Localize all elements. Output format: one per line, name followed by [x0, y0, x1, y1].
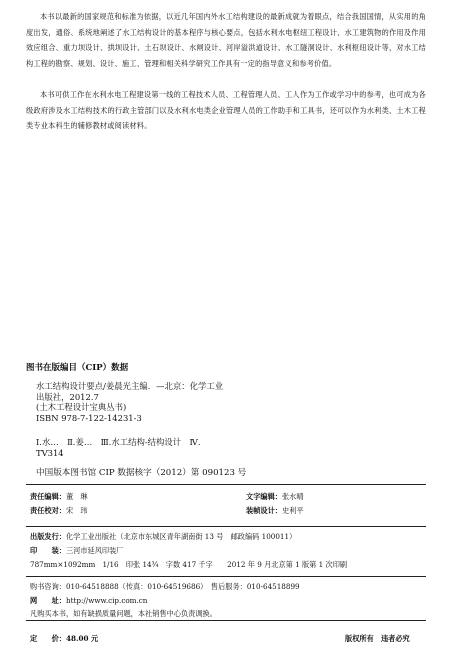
website-line [30, 596, 147, 606]
proofreader-credit [30, 506, 88, 516]
format-line: 787mm×1092mm 1/16 印张 14¾ 字数 417 千字 2012 年 9 月北京第 1 版第 1 次印刷 [30, 560, 348, 569]
website-label: 网 址： [30, 596, 66, 605]
book-description [26, 9, 426, 71]
printer-label: 印 装： [30, 546, 66, 555]
proofreader-label: 责任校对： [30, 506, 66, 515]
text-editor-name: 张水晴 [281, 492, 304, 501]
editor-name: 董 琳 [65, 492, 88, 501]
price-line [30, 634, 98, 644]
publisher-info: 化学工业出版社（北京市东城区青年湖南街 13 号 邮政编码 100011） [65, 532, 297, 541]
publisher-line [30, 532, 296, 542]
cip-class-line-2: TV314 [36, 447, 64, 458]
text-editor-credit [246, 492, 304, 502]
purchase-contact: 购书咨询：010-64518888（传真：010-64519686） 售后服务：010-64518899 [30, 582, 300, 591]
cip-heading: 图书在版编目（CIP）数据 [26, 363, 129, 373]
cip-class-line-1: Ⅰ.水… Ⅱ.姜… Ⅲ.水工结构-结构设计 Ⅳ. [36, 437, 201, 447]
divider [26, 576, 426, 577]
cip-title-line: 水工结构设计要点/姜晨光主编．—北京：化学工业 [36, 381, 224, 391]
description-paragraph-1: 本书以最新的国家规范和标准为依据，以近几年国内外水工结构建设的最新成就为着眼点，结合我国国情，从实用的角度出发，通俗、系统地阐述了水工结构设计的基本程序与核心要点，包括水利水电枢纽工程设计、水工建筑物的作用及作用效应组合、重力坝设计、拱坝设计、土石坝设计、水闸设计、河岸溢洪道设计、水工隧洞设计、水利枢纽设计等，对水工结构工程的勘察、规划、设计、施工、管理和相关科学研究工作具有一定的指导意义和参考价值。 [26, 12, 426, 68]
editor-credit [30, 492, 88, 502]
printer-line [30, 546, 123, 556]
designer-name: 史利平 [281, 506, 304, 515]
price-label: 定 价： [30, 634, 66, 643]
cip-record-number: 中国版本图书馆 CIP 数据核字（2012）第 090123 号 [36, 468, 247, 478]
divider [26, 484, 426, 485]
divider [26, 526, 426, 527]
cip-classification [36, 437, 201, 458]
description-paragraph-2: 本书可供工作在水利水电工程建设第一线的工程技术人员、工程管理人员、工人作为工作或学习中的参考，也可成为各级政府涉及水工结构技术的行政主管部门以及水利水电类企业管理人员的工作助手和工具书，还可以作为水利类、土木工程类专业本科生的辅修教材或阅读材料。 [26, 90, 426, 130]
cip-series-line: (土木工程设计宝典丛书) [36, 402, 127, 412]
designer-label: 装帧设计： [246, 506, 282, 515]
price-value: 48.00 元 [65, 634, 99, 643]
rights-notice: 版权所有 违者必究 [345, 634, 410, 643]
designer-credit [246, 506, 304, 516]
book-audience [26, 87, 426, 134]
cip-entry [36, 381, 416, 423]
publisher-label: 出版发行： [30, 532, 66, 541]
replacement-notice: 凡购买本书，如有缺损质量问题，本社销售中心负责调换。 [30, 609, 217, 618]
editor-label: 责任编辑： [30, 492, 66, 501]
website-url: http://www.cip.com.cn [65, 596, 148, 605]
printer-name: 三河市延风印装厂 [65, 546, 124, 555]
text-editor-label: 文字编辑： [246, 492, 282, 501]
cip-publisher-line: 出版社，2012.7 [36, 391, 99, 402]
cip-isbn: ISBN 978-7-122-14231-3 [36, 412, 142, 423]
divider [26, 620, 426, 621]
proofreader-name: 宋 玮 [65, 506, 88, 515]
